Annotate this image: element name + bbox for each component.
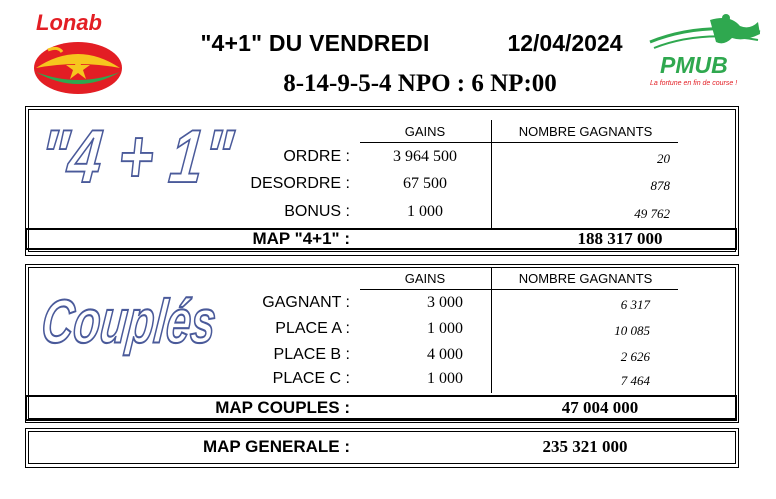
row-gain-place-c: 1 000 bbox=[427, 370, 463, 387]
row-gain-gagnant: 3 000 bbox=[427, 294, 463, 311]
map-4plus1-label: MAP "4+1" : bbox=[252, 229, 350, 248]
row-gain-ordre: 3 964 500 bbox=[393, 148, 457, 165]
section-couples-badge: Couplés bbox=[38, 288, 220, 357]
map-couples-value: 47 004 000 bbox=[561, 398, 639, 417]
col-gagnants-header: NOMBRE GAGNANTS bbox=[518, 271, 653, 286]
col-gains-header: GAINS bbox=[404, 271, 446, 286]
row-count-desordre: 878 bbox=[650, 178, 670, 193]
map-generale-value: 235 321 000 bbox=[542, 437, 628, 456]
row-gain-place-b: 4 000 bbox=[427, 346, 463, 363]
pmub-brand-text: PMUB bbox=[660, 52, 728, 78]
row-gain-desordre: 67 500 bbox=[403, 175, 447, 192]
map-generale-label: MAP GENERALE : bbox=[202, 437, 350, 456]
map-couples-label: MAP COUPLES : bbox=[215, 398, 350, 417]
map-4plus1-value: 188 317 000 bbox=[577, 229, 663, 248]
header-underline bbox=[360, 289, 678, 290]
row-gain-bonus: 1 000 bbox=[407, 203, 443, 220]
row-label-desordre: DESORDRE : bbox=[250, 175, 350, 192]
row-label-gagnant: GAGNANT : bbox=[262, 294, 350, 311]
row-label-place-a: PLACE A : bbox=[275, 320, 350, 337]
row-label-place-b: PLACE B : bbox=[273, 346, 350, 363]
col-gagnants-header: NOMBRE GAGNANTS bbox=[518, 124, 653, 139]
header-underline bbox=[360, 142, 678, 143]
row-count-ordre: 20 bbox=[657, 151, 670, 166]
row-gain-place-a: 1 000 bbox=[427, 320, 463, 337]
pmub-slogan: La fortune en fin de course ! bbox=[650, 80, 738, 87]
page-title: "4+1" DU VENDREDI bbox=[200, 30, 430, 56]
row-label-bonus: BONUS : bbox=[284, 203, 350, 220]
section-4plus1-badge: "4 + 1" bbox=[35, 114, 237, 199]
row-count-place-c: 7 464 bbox=[620, 373, 650, 388]
row-label-ordre: ORDRE : bbox=[283, 148, 350, 165]
column-divider bbox=[491, 120, 492, 228]
draw-date: 12/04/2024 bbox=[507, 30, 623, 56]
row-count-place-b: 2 626 bbox=[620, 349, 650, 364]
results-line: 8-14-9-5-4 NPO : 6 NP:00 bbox=[283, 70, 557, 97]
col-gains-header: GAINS bbox=[404, 124, 446, 139]
lonab-brand-text: Lonab bbox=[36, 10, 102, 35]
row-count-bonus: 49 762 bbox=[634, 206, 670, 221]
row-count-place-a: 10 085 bbox=[614, 323, 650, 338]
row-label-place-c: PLACE C : bbox=[272, 370, 350, 387]
row-count-gagnant: 6 317 bbox=[620, 297, 650, 312]
